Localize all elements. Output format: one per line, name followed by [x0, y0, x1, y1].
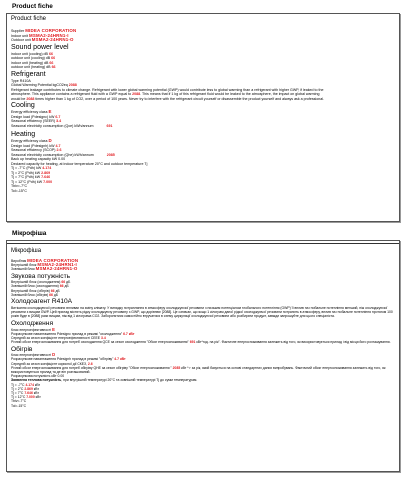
- heating-row: Seasonal electricity consumption (Qhe) kWh/annum 2085: [11, 152, 115, 157]
- cooling-row: Energy efficiency class E: [11, 110, 52, 114]
- indoor-unit-model: MSMA2-24HRN1-I: [28, 33, 69, 38]
- backup-heating-uk: Розрахункова потужність кВт 0.00: [11, 374, 65, 379]
- section-label-en: Product fiche: [12, 3, 53, 10]
- cooling-heading-uk: Охолодження: [11, 320, 54, 328]
- sound-row: Зовнішній блок (обігрів) 66 дБ: [11, 292, 59, 297]
- cooling-design-uk: Розрахункове навантаження Pdesignc прилад в режимі "охолодження" 6.7 кВт: [11, 332, 135, 337]
- product-fiche-card: [6, 13, 400, 222]
- heating-row: Energy efficiency class D: [11, 139, 52, 143]
- doc-title-uk: Мікрофіша: [11, 248, 42, 254]
- heating-row: Design load (Pdesignh) kW 4.7: [11, 143, 61, 148]
- refrigerant-heading-uk: Холодоагент R410A: [11, 298, 73, 306]
- sound-row: outdoor unit (cooling) dB 66: [11, 56, 56, 60]
- tj-row: Tj = 2°C (Pdh) kW 2.869: [11, 170, 51, 175]
- heating-scop-uk: Середній за сезон коефіцієнт корисної дії СКЕЗ, 2.6: [11, 361, 93, 366]
- heating-list: [11, 139, 395, 157]
- sound-heading: Sound power level: [11, 43, 69, 51]
- sound-row: indoor unit (heating) dB 66: [11, 60, 54, 65]
- tj-row: Tj = -7°C (Pdh) kW 4.174: [11, 166, 52, 170]
- cooling-row: Seasonal electricity consumption (Qce) kWh/annum 691: [11, 123, 113, 128]
- heating-heading-uk: Обігрів: [11, 345, 33, 353]
- refrigerant-type: Type R410A: [11, 78, 31, 83]
- backup-heating: Back up heating capacity kW 0.00: [11, 157, 66, 161]
- divider: [7, 243, 399, 244]
- refrigerant-text-3: would be 2088 times higher than 1 kg of CO2, over a period of 100 years. Never try to interfere with the refrigerant circuit yourself or disassemble the product yourself and always ask a professional.: [11, 96, 325, 101]
- tj-row: Tj = 12°C (Pdh) kW 7.000: [11, 179, 53, 184]
- cooling-seer-uk: Середній за сезон коефіцієнт енергоефективності СЕЕЕ 3.4: [11, 336, 106, 341]
- indoor-unit-row-uk: Внутрішній блок MSMA2-24HRN1-I: [11, 263, 77, 268]
- tj-row: Tj = 7°C (Pdh) kW 7.646: [11, 175, 51, 179]
- declared-capacity-uk: Заявлена теплова потужність, при внутрішній температурі 20°C та зовнішній температурі Tj до сумм температурам.: [11, 378, 198, 383]
- heating-row: Seasonal efficiency (SCOP) 2.6: [11, 148, 62, 152]
- heating-heading: Heating: [11, 131, 36, 138]
- tbiv-line-uk: Tbiv=-7°C: [11, 399, 27, 404]
- tj-row: Tj = 12°C 7.000 кВт: [11, 395, 41, 400]
- heating-class-uk: Клас енергоефективності D: [11, 353, 56, 358]
- microfiche-card: [6, 240, 400, 472]
- tbiv-line: Tbiv=-7°C: [11, 184, 28, 188]
- cooling-row: Seasonal efficiency (SEER) 3.4: [11, 119, 62, 123]
- tol-line: Tol=-15°C: [11, 188, 27, 193]
- cooling-consumption-uk: Річний обсяг енергоспоживання для потреб охолодження QCE за сезон охолодження "Обсяг енергоспоживання" 691 кВт*год. на рік". Фактичне енергоспоживання залежить від того, як використовується прилад і від місця його розташування.: [11, 340, 391, 345]
- sound-row: indoor unit (cooling) dB 66: [11, 51, 53, 56]
- refrigerant-text-1: Refrigerant leakage contributes to climate change. Refrigerant with lower global warming potential (GWP) would contribute less to global warming than a refrigerant with higher GWP, if leaked to the: [11, 87, 324, 92]
- tj-list: [11, 166, 395, 184]
- indoor-unit-row: Indoor unit MSMA2-24HRN1-I: [11, 33, 69, 38]
- gwp-row: Global Warming Potential kgCO2eq 2088: [11, 83, 77, 87]
- supplier-value: MIDEA CORPORATION: [25, 29, 77, 33]
- tj-list-uk: [11, 383, 395, 400]
- refrigerant-text-2: atmosphere. This appliance contains a refrigerant fluid with a GWP equal to 2088. This means that if 1 kg of this refrigerant fluid would be leaked to the atmosphere, the impact on global warming: [11, 92, 320, 96]
- sound-row: outdoor unit (heating) dB 66: [11, 65, 56, 69]
- heating-consumption-uk: Річний обсяг енергоспоживання для потреб обігріву QHE за сезон обігріву "Обсяг енергоспоживання " 2085 кВт * г за рік, який базується на основі стандартних даних випробувань. Фактичний обсяг енергоспоживання залежить від того, як використовується прилад та де він розташований.: [11, 365, 386, 375]
- supplier-row-uk: Виробник MIDEA CORPORATION: [11, 259, 79, 263]
- declared-capacity: Declared capacity for heating, at indoor temperature 20°C and outdoor temperature Tj: [11, 161, 148, 166]
- tol-line-uk: Tol=-15°C: [11, 403, 27, 408]
- cooling-class-uk: Клас енергоефективності E: [11, 327, 55, 332]
- outdoor-unit-row: Outdoor unit MSMA2-24HRN1-O: [11, 38, 74, 42]
- cooling-list: [11, 110, 395, 128]
- sound-list-uk: [11, 280, 395, 297]
- doc-title: Product fiche: [11, 16, 47, 22]
- tj-row: Tj = 2°C 2.869 кВт: [11, 386, 39, 391]
- sound-row: Внутрішній блок (охолодження) 66 дБ: [11, 280, 71, 285]
- cooling-row: Design load (Pdesignc) kW 6.7: [11, 114, 61, 119]
- sound-list: [11, 52, 395, 70]
- outdoor-unit-row-uk: Зовнішній блок MSMA2-24HRN1-O: [11, 267, 78, 272]
- section-label-uk: Мікрофіша: [12, 230, 47, 237]
- refrigerant-text-uk: Витікання охолоджуючої речовини впливає на зміну клімату. У випадку потрапляння в атмосферу охолоджуючої речовини з низьким потенціалом глобального потепління (GWP) її вплив на глобальне потепління менший, ніж охолоджуючої речовини з вищим GWP. Цей прилад містить рідку охолоджуючу речовину з GWP, що дорівнює [2088]. Це означає, що якщо 1 кілограм даної рідкої охолоджуючої речовини потрапить в атмосферу, вплив на глобальне потепління протягом 100 років буде в [2088] рази вищим, ніж від 1 кілограма CO2. Заборонятися самостійно втручатися в схему циркуляції охолоджуючої речовини або розбирати продукт, завжди запрошуйте для цього спеціаліста.: [11, 305, 393, 319]
- sound-row: Зовнішній блок (охолодження) 66 дБ: [11, 284, 69, 289]
- supplier-row: Supplier MIDEA CORPORATION: [11, 29, 77, 33]
- outdoor-unit-model: MSMA2-24HRN1-O: [31, 38, 74, 42]
- cooling-heading: Cooling: [11, 102, 35, 109]
- sound-row: Внутрішній блок (обігрів) 66 дБ: [11, 288, 60, 293]
- sound-heading-uk: Звукова потужність: [11, 272, 71, 280]
- tj-row: Tj = 7°C 7.646 кВт: [11, 391, 39, 396]
- tj-row: Tj = -7°C 4.174 кВт: [11, 382, 41, 387]
- heating-design-uk: Розрахункове навантаження Pdesignh прилад в режимі "обігріву" 4.7 кВт: [11, 357, 126, 362]
- refrigerant-heading: Refrigerant: [11, 70, 46, 78]
